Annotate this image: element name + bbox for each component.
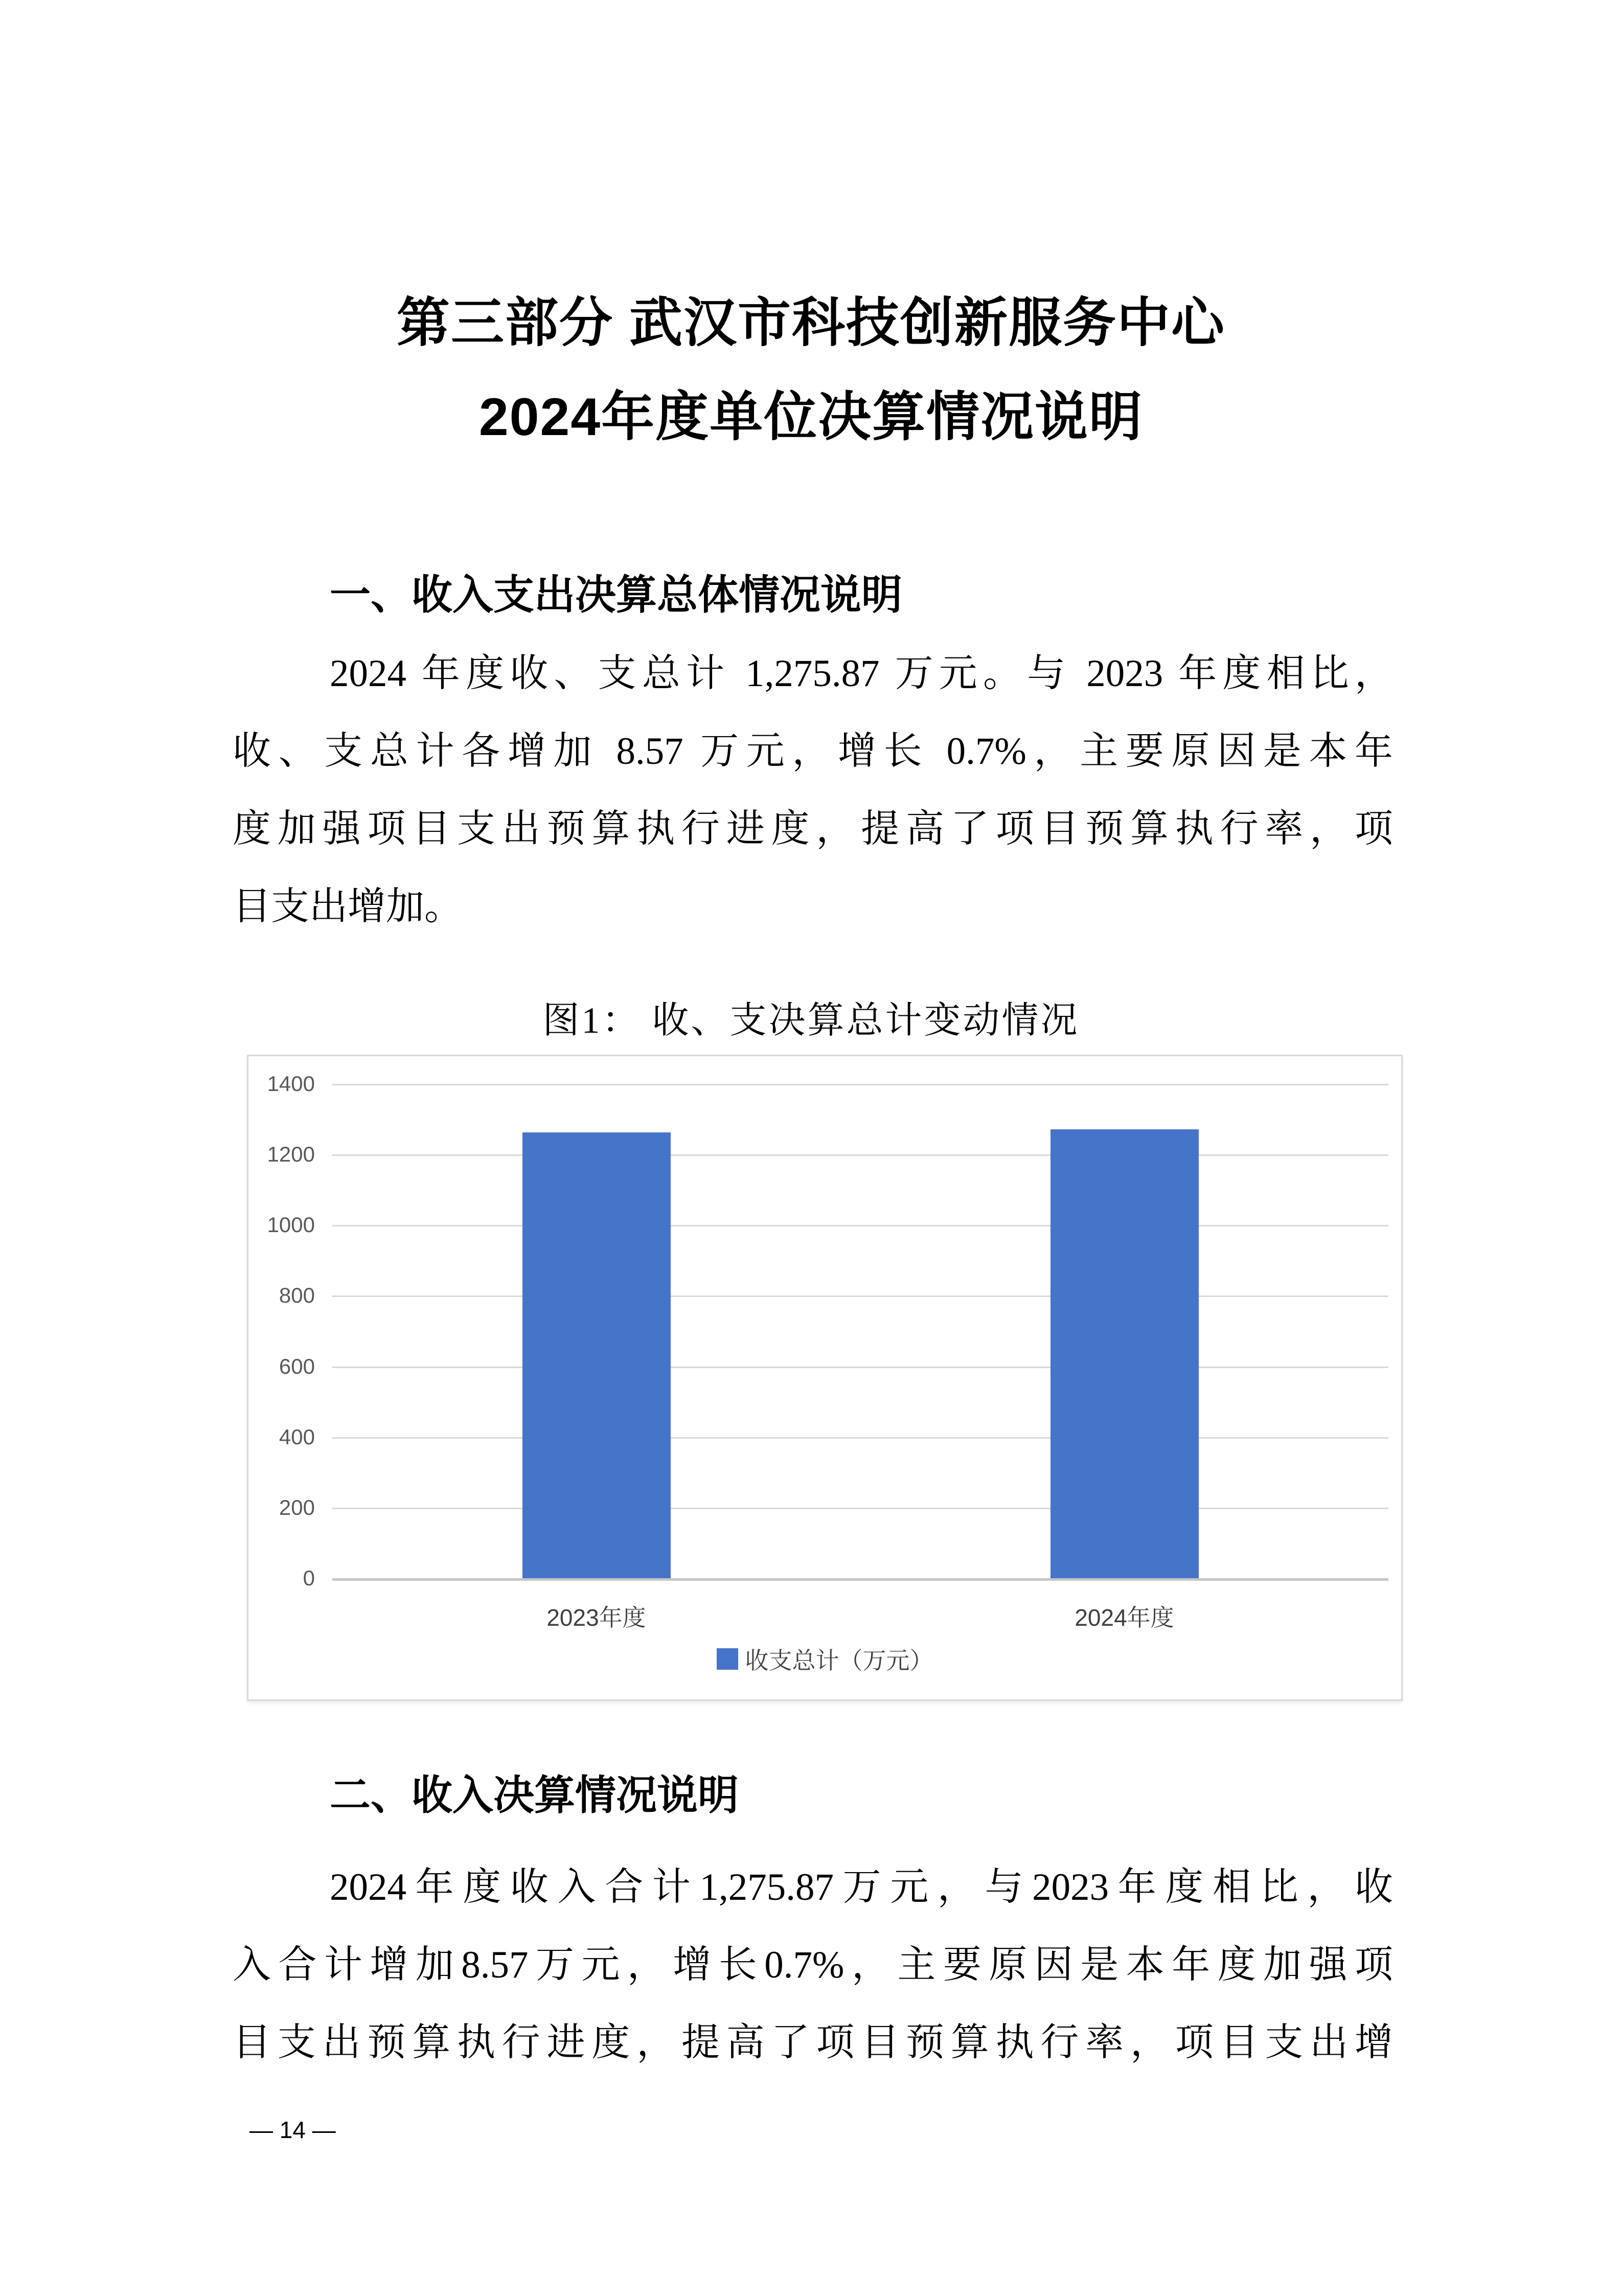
- x-axis-category-label: 2023年度: [546, 1604, 646, 1631]
- paragraph-line: 2024年度收入合计1,275.87万元，与2023年度相比，收: [330, 1866, 1393, 1908]
- section2-heading: 二、收入决算情况说明: [330, 1772, 739, 1818]
- paragraph-line: 目支出增加。: [233, 885, 463, 928]
- chart-category: [332, 1085, 860, 1631]
- chart-category: [860, 1085, 1388, 1631]
- x-axis-line: [332, 1578, 1388, 1581]
- chart-legend: [248, 1642, 1401, 1676]
- section2-paragraph: [233, 1849, 1393, 2082]
- legend-series-label: 收支总计（万元）: [745, 1647, 933, 1674]
- y-axis-tick-label: 400: [279, 1424, 315, 1449]
- y-axis-tick-label: 0: [303, 1566, 315, 1590]
- y-axis-tick-label: 1400: [267, 1072, 315, 1096]
- y-axis-tick-label: 600: [279, 1354, 315, 1378]
- paragraph-line: 目支出预算执行进度，提高了项目预算执行率，项目支出增: [233, 2021, 1393, 2064]
- y-axis-tick-label: 1000: [267, 1213, 315, 1237]
- y-axis-tick-label: 200: [279, 1495, 315, 1519]
- paragraph-line: 收、支总计各增加 8.57 万元，增长 0.7%，主要原因是本年: [233, 730, 1393, 772]
- figure1-bar-chart: [247, 1055, 1403, 1701]
- document-title-line1: 第三部分 武汉市科技创新服务中心: [397, 293, 1225, 353]
- bar-2024年度: [1050, 1129, 1199, 1580]
- section1-paragraph: [233, 635, 1393, 946]
- y-axis-tick-label: 1200: [267, 1142, 315, 1167]
- bar-2023年度: [522, 1132, 671, 1580]
- paragraph-line: 2024 年度收、支总计 1,275.87 万元。与 2023 年度相比，: [330, 652, 1393, 695]
- chart-y-axis-ticks: [248, 1056, 320, 1702]
- document-title: [0, 276, 1622, 464]
- figure1-caption: 图1： 收、支决算总计变动情况: [542, 1000, 1080, 1041]
- y-axis-tick-label: 800: [279, 1283, 315, 1308]
- x-axis-category-label: 2024年度: [1075, 1604, 1174, 1631]
- document-title-line2: 2024年度单位决算情况说明: [478, 388, 1144, 447]
- section1-heading: 一、收入支出决算总体情况说明: [330, 572, 902, 618]
- legend-color-swatch: [717, 1648, 738, 1670]
- page-number: — 14 —: [249, 2117, 336, 2143]
- paragraph-line: 度加强项目支出预算执行进度，提高了项目预算执行率，项: [233, 808, 1393, 850]
- paragraph-line: 入合计增加8.57万元，增长0.7%，主要原因是本年度加强项: [233, 1944, 1393, 1986]
- chart-categories: [332, 1085, 1388, 1631]
